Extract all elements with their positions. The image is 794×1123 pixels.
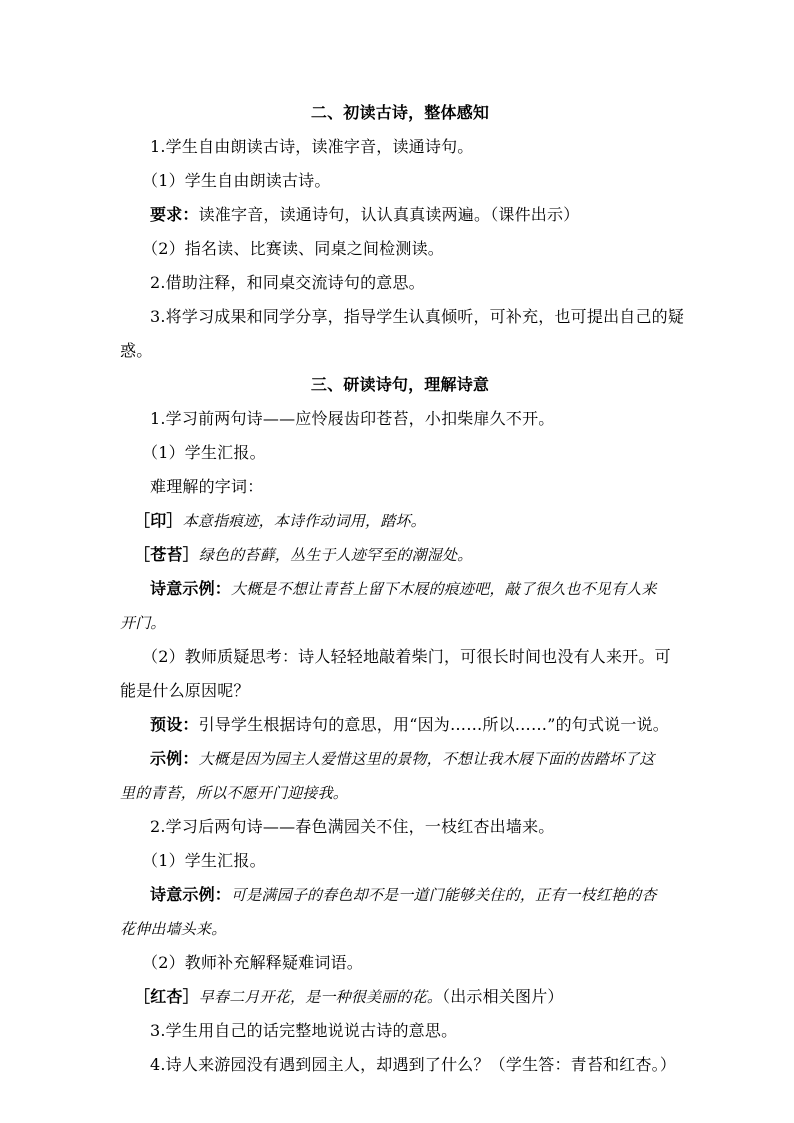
word-text: 绿色的苔藓，丛生于人迹罕至的潮湿处。 bbox=[198, 546, 473, 564]
word-definition bbox=[120, 538, 680, 572]
paragraph: （1）学生汇报。 bbox=[142, 851, 266, 870]
paragraph: 1.学生自由朗读古诗，读准字音，读通诗句。 bbox=[150, 137, 474, 156]
section-heading-2: 二、初读古诗，整体感知 bbox=[310, 103, 490, 122]
paragraph: 1.学习前两句诗——应怜屐齿印苍苔，小扣柴扉久不开。 bbox=[150, 409, 555, 428]
word-label: ［苍苔］ bbox=[134, 545, 199, 564]
paragraph bbox=[120, 742, 680, 776]
paragraph: 能是什么原因呢？ bbox=[120, 681, 250, 700]
preset-text: 引导学生根据诗句的意思，用“因为……所以……”的句式说一说。 bbox=[198, 715, 669, 734]
word-label: ［红杏］ bbox=[134, 987, 199, 1006]
meaning-label: 诗意示例： bbox=[150, 579, 232, 598]
word-text: 本意指痕迹，本诗作动词用，踏坏。 bbox=[182, 512, 426, 530]
meaning-label: 诗意示例： bbox=[150, 885, 232, 904]
paragraph: 2.学习后两句诗——春色满园关不住，一枝红杏出墙来。 bbox=[150, 817, 555, 836]
document-body bbox=[120, 96, 685, 1082]
paragraph: 2.借助注释，和同桌交流诗句的意思。 bbox=[150, 273, 425, 292]
word-definition bbox=[120, 504, 680, 538]
paragraph: （2）教师补充解释疑难词语。 bbox=[142, 953, 363, 972]
paragraph: 惑。 bbox=[120, 341, 153, 360]
requirement-text: 读准字音，读通诗句，认认真真读两遍。（课件出示） bbox=[198, 205, 580, 224]
paragraph: 4.诗人来游园没有遇到园主人，却遇到了什么？（学生答：青苔和红杏。） bbox=[150, 1055, 677, 1074]
paragraph: 3.将学习成果和同学分享，指导学生认真倾听，可补充，也可提出自己的疑 bbox=[150, 307, 685, 326]
paragraph: （2）教师质疑思考：诗人轻轻地敲着柴门，可很长时间也没有人来开。可 bbox=[142, 647, 671, 666]
word-note: （出示相关图片） bbox=[442, 987, 564, 1006]
meaning-text: 可是满园子的春色却不是一道门能够关住的，正有一枝红艳的杏 bbox=[231, 886, 657, 904]
paragraph: 3.学生用自己的话完整地说说古诗的意思。 bbox=[150, 1021, 458, 1040]
paragraph bbox=[120, 708, 680, 742]
paragraph: 开门。 bbox=[120, 614, 166, 632]
paragraph bbox=[120, 572, 680, 606]
paragraph bbox=[120, 198, 680, 232]
paragraph bbox=[120, 878, 680, 912]
paragraph: 里的青苔，所以不愿开门迎接我。 bbox=[120, 784, 349, 802]
example-text: 大概是因为园主人爱惜这里的景物，不想让我木屐下面的齿踏坏了这 bbox=[198, 750, 655, 768]
paragraph: （2）指名读、比赛读、同桌之间检测读。 bbox=[142, 239, 444, 258]
word-label: ［印］ bbox=[134, 511, 183, 530]
paragraph: （1）学生自由朗读古诗。 bbox=[142, 171, 331, 190]
meaning-text: 大概是不想让青苔上留下木屐的痕迹吧，敲了很久也不见有人来 bbox=[231, 580, 657, 598]
paragraph: （1）学生汇报。 bbox=[142, 443, 266, 462]
example-label: 示例： bbox=[150, 749, 199, 768]
word-definition bbox=[120, 980, 680, 1014]
word-text: 早春二月开花，是一种很美丽的花。 bbox=[198, 988, 443, 1006]
paragraph: 花伸出墙头来。 bbox=[120, 920, 227, 938]
requirement-label: 要求： bbox=[150, 205, 199, 224]
paragraph: 难理解的字词： bbox=[150, 477, 264, 496]
section-heading-3: 三、研读诗句，理解诗意 bbox=[310, 375, 490, 394]
preset-label: 预设： bbox=[150, 715, 199, 734]
